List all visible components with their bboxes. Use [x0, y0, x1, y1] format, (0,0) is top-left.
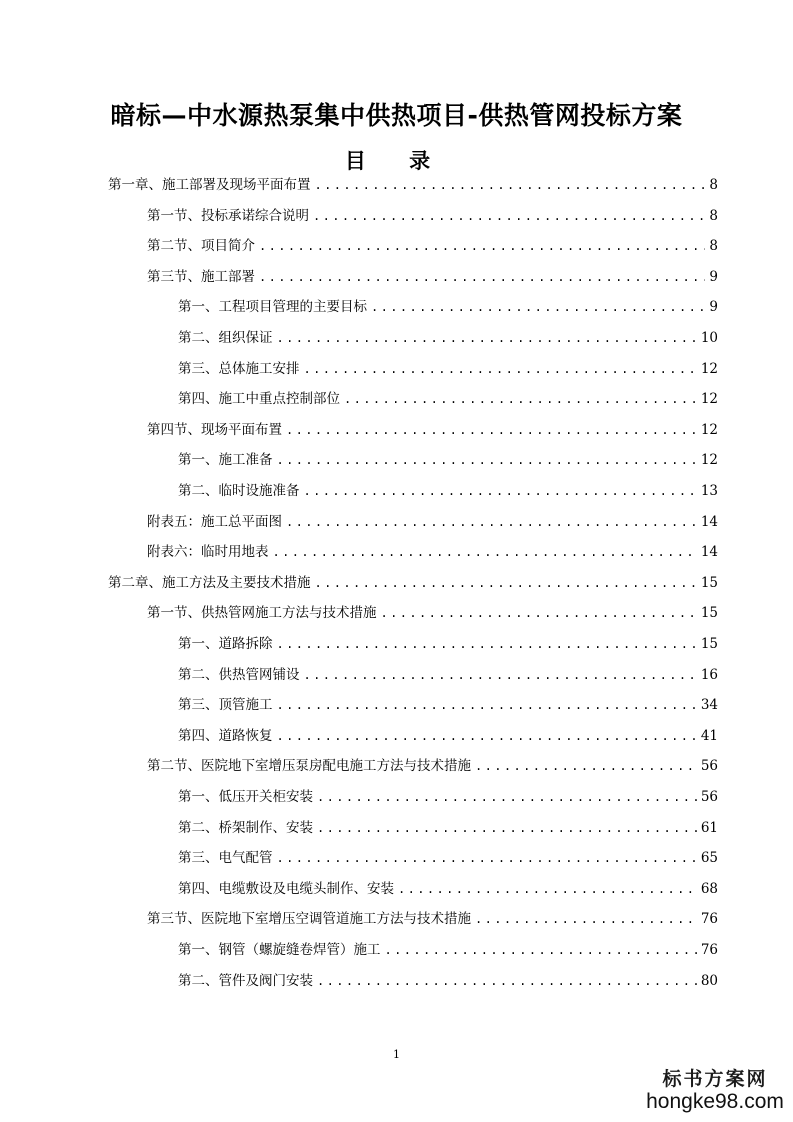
toc-entry[interactable] — [147, 206, 718, 226]
toc-entry-label: 第一、工程项目管理的主要目标 — [178, 299, 367, 315]
toc-entry-page: 14 — [700, 514, 718, 530]
toc-leader-dots — [398, 879, 697, 899]
toc-leader-dots — [259, 267, 705, 287]
page-number: 1 — [393, 1048, 400, 1061]
document-title: 暗标—中水源热泵集中供热项目-供热管网投标方案 — [110, 101, 683, 130]
toc-leader-dots — [286, 420, 697, 440]
toc-entry-page: 68 — [700, 881, 718, 897]
toc-entry[interactable] — [178, 359, 718, 379]
toc-entry-page: 61 — [700, 820, 718, 836]
toc-entry-page: 65 — [700, 850, 718, 866]
watermark-url: hongke98.com — [646, 1090, 784, 1113]
toc-entry-label: 第三节、医院地下室增压空调管道施工方法与技术措施 — [147, 911, 471, 927]
toc-entry-page: 15 — [700, 605, 718, 621]
toc-leader-dots — [475, 756, 697, 776]
toc-leader-dots — [304, 359, 697, 379]
toc-entry[interactable] — [178, 665, 718, 685]
toc-entry-label: 第二、桥架制作、安装 — [178, 820, 313, 836]
toc-entry-label: 第一、钢管（螺旋缝卷焊管）施工 — [178, 942, 381, 958]
toc-entry[interactable] — [178, 450, 718, 470]
toc-entry-page: 12 — [700, 361, 718, 377]
toc-entry-label: 第二节、医院地下室增压泵房配电施工方法与技术措施 — [147, 758, 471, 774]
toc-entry-page: 16 — [700, 667, 718, 683]
toc-entry-page: 13 — [700, 483, 718, 499]
toc-heading: 目 录 — [344, 149, 449, 173]
toc-entry-page: 8 — [709, 238, 718, 254]
toc-entry-label: 第一章、施工部署及现场平面布置 — [108, 177, 311, 193]
toc-entry-label: 第四、道路恢复 — [178, 728, 273, 744]
toc-entry[interactable] — [147, 420, 718, 440]
toc-entry-label: 第三、电气配管 — [178, 850, 273, 866]
toc-entry[interactable] — [178, 481, 718, 501]
toc-entry[interactable] — [147, 909, 718, 929]
toc-entry[interactable] — [178, 940, 718, 960]
toc-entry-label: 第一、低压开关柜安装 — [178, 789, 313, 805]
toc-leader-dots — [277, 634, 697, 654]
toc-entry-label: 附表六：临时用地表 — [147, 544, 269, 560]
toc-entry[interactable] — [147, 236, 718, 256]
toc-entry-page: 15 — [700, 636, 718, 652]
toc-leader-dots — [344, 389, 697, 409]
toc-leader-dots — [315, 175, 706, 195]
toc-leader-dots — [381, 603, 697, 623]
toc-leader-dots — [317, 971, 697, 991]
toc-leader-dots — [475, 909, 697, 929]
toc-entry-label: 第三、顶管施工 — [178, 697, 273, 713]
watermark-site-name: 标书方案网 — [662, 1068, 768, 1090]
toc-entry-page: 15 — [700, 575, 718, 591]
toc-entry[interactable] — [178, 726, 718, 746]
toc-entry-page: 12 — [700, 422, 718, 438]
toc-entry-label: 第二、供热管网铺设 — [178, 667, 300, 683]
toc-entry[interactable] — [178, 818, 718, 838]
toc-entry-page: 34 — [700, 697, 718, 713]
toc-entry[interactable] — [108, 175, 718, 195]
toc-entry-page: 76 — [700, 911, 718, 927]
toc-entry-label: 第二节、项目简介 — [147, 238, 255, 254]
toc-leader-dots — [315, 573, 697, 593]
toc-entry-page: 56 — [700, 758, 718, 774]
toc-entry-page: 9 — [709, 269, 718, 285]
toc-leader-dots — [277, 695, 697, 715]
toc-entry[interactable] — [178, 695, 718, 715]
toc-entry-page: 12 — [700, 391, 718, 407]
toc-entry-page: 8 — [709, 177, 718, 193]
toc-entry[interactable] — [147, 603, 718, 623]
toc-leader-dots — [371, 297, 705, 317]
toc-leader-dots — [304, 665, 697, 685]
toc-entry-page: 56 — [700, 789, 718, 805]
toc-entry[interactable] — [147, 542, 718, 562]
toc-entry-page: 41 — [700, 728, 718, 744]
toc-leader-dots — [259, 236, 705, 256]
toc-entry-label: 第四、电缆敷设及电缆头制作、安装 — [178, 881, 394, 897]
toc-entry-page: 12 — [700, 452, 718, 468]
toc-entry[interactable] — [178, 787, 718, 807]
toc-entry-label: 附表五：施工总平面图 — [147, 514, 282, 530]
toc-entry-label: 第一、道路拆除 — [178, 636, 273, 652]
toc-entry[interactable] — [178, 971, 718, 991]
toc-leader-dots — [286, 512, 697, 532]
toc-leader-dots — [277, 450, 697, 470]
toc-entry-page: 76 — [700, 942, 718, 958]
toc-entry-label: 第一、施工准备 — [178, 452, 273, 468]
toc-entry[interactable] — [178, 848, 718, 868]
toc-entry[interactable] — [178, 634, 718, 654]
toc-entry[interactable] — [147, 512, 718, 532]
toc-entry-label: 第一节、供热管网施工方法与技术措施 — [147, 605, 377, 621]
toc-leader-dots — [273, 542, 697, 562]
toc-entry-label: 第四、施工中重点控制部位 — [178, 391, 340, 407]
toc-leader-dots — [277, 848, 697, 868]
toc-entry-label: 第三节、施工部署 — [147, 269, 255, 285]
toc-entry-label: 第二、组织保证 — [178, 330, 273, 346]
toc-leader-dots — [313, 206, 705, 226]
toc-entry[interactable] — [178, 328, 718, 348]
toc-entry-page: 8 — [709, 208, 718, 224]
toc-entry-label: 第二、临时设施准备 — [178, 483, 300, 499]
toc-entry[interactable] — [147, 756, 718, 776]
toc-leader-dots — [277, 726, 697, 746]
toc-entry-label: 第一节、投标承诺综合说明 — [147, 208, 309, 224]
toc-entry[interactable] — [178, 297, 718, 317]
toc-entry[interactable] — [178, 879, 718, 899]
toc-leader-dots — [277, 328, 697, 348]
toc-entry[interactable] — [178, 389, 718, 409]
toc-leader-dots — [304, 481, 697, 501]
toc-entry[interactable] — [108, 573, 718, 593]
toc-entry-page: 80 — [700, 973, 718, 989]
toc-entry-label: 第三、总体施工安排 — [178, 361, 300, 377]
toc-entry-label: 第二章、施工方法及主要技术措施 — [108, 575, 311, 591]
toc-leader-dots — [385, 940, 697, 960]
toc-entry[interactable] — [147, 267, 718, 287]
toc-leader-dots — [317, 787, 697, 807]
toc-entry-page: 14 — [700, 544, 718, 560]
toc-entry-page: 9 — [709, 299, 718, 315]
toc-entry-label: 第四节、现场平面布置 — [147, 422, 282, 438]
watermark-logo — [640, 1068, 790, 1114]
toc-entry-label: 第二、管件及阀门安装 — [178, 973, 313, 989]
toc-leader-dots — [317, 818, 697, 838]
toc-entry-page: 10 — [700, 330, 718, 346]
